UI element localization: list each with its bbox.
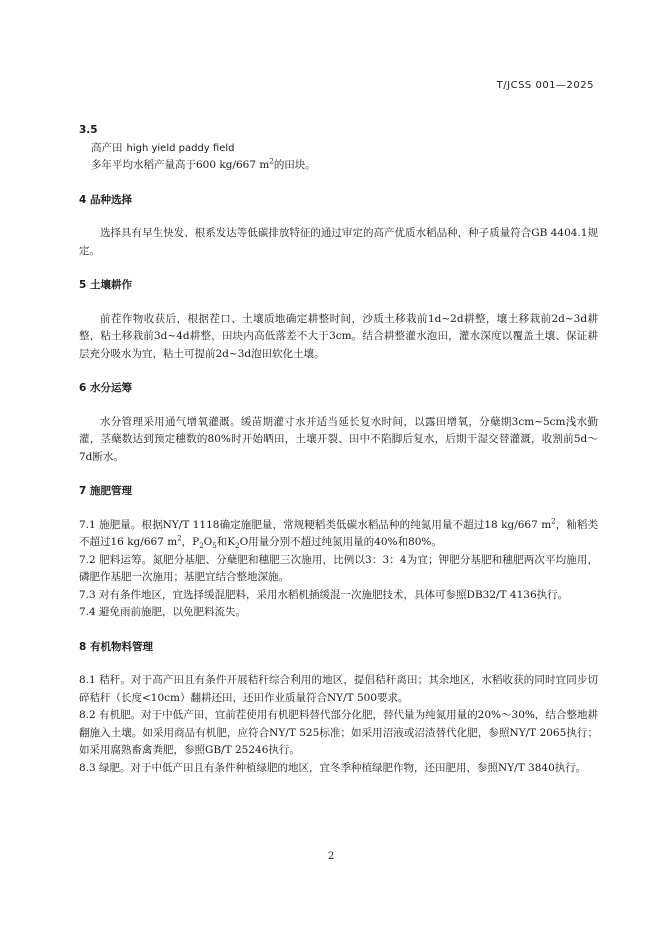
clause-number: 3.5 <box>79 124 98 136</box>
term-chinese: 高产田 <box>91 141 123 154</box>
section-title: 5 土壤耕作 <box>79 279 132 291</box>
page-content <box>79 122 598 777</box>
section-8 <box>79 639 598 778</box>
section-5 <box>79 277 598 363</box>
section-7 <box>79 483 598 622</box>
term-english: high yield paddy field <box>126 142 235 154</box>
clause-3-5 <box>79 122 598 175</box>
paragraph: 选择具有早生快发、根系发达等低碳排放特征的通过审定的高产优质水稻品种，种子质量符合GB 4404.1规定。 <box>79 227 598 257</box>
list-item: 8.1 秸秆。对于高产田且有条件开展秸秆综合利用的地区，提倡秸秆离田；其余地区，水稻收获的同时宜同步切碎秸秆（长度<10cm）翻耕还田，还田作业质量符合NY/T 500要求。 <box>79 674 598 704</box>
term-definition: 多年平均水稻产量高于600 kg/667 $m^2$的田块。 <box>91 157 316 171</box>
document-code: T/JCSS 001—2025 <box>496 80 594 91</box>
section-title: 4 品种选择 <box>79 193 132 206</box>
page-number: 2 <box>327 851 335 862</box>
section-title: 6 水分运筹 <box>79 382 132 394</box>
list-item: 7.2 肥料运筹。氮肥分基肥、分蘖肥和穗肥三次施用，比例以3：3：4为宜；钾肥分基肥和穗肥两次平均施用，磷肥作基肥一次施用；基肥宜结合整地深施。 <box>79 553 598 583</box>
term-line <box>79 140 598 158</box>
section-title: 8 有机物料管理 <box>79 640 153 653</box>
list-item: 7.1 施肥量。根据NY/T 1118确定施肥量，常规粳稻类低碳水稻品种的纯氮用量不超过18 kg/667 $m^2$，籼稻类不超过16 kg/667 $m^2$，$P_2O_5$和$K_2O$用量分别不超过纯氮用量的40%和80%。 <box>79 517 599 551</box>
list-item: 7.3 对有条件地区，宜选择缓混肥料，采用水稻机插缓混一次施肥技术，具体可参照DB32/T 4136执行。 <box>79 588 569 601</box>
section-title: 7 施肥管理 <box>79 485 132 497</box>
paragraph: 前茬作物收获后，根据茬口、土壤质地确定耕整时间，沙质土移栽前1d~2d耕整，壤土移栽前2d~3d耕整，粘土移栽前3d~4d耕整，田块内高低落差不大于3cm。结合耕整灌水泡田，灌水深度以覆盖土壤、保证耕层充分吸水为宜，粘土可提前2d~3d泡田软化土壤。 <box>79 312 598 360</box>
list-item: 8.2 有机肥。对于中低产田，宜前茬使用有机肥料替代部分化肥，替代量为纯氮用量的20%～30%，结合整地耕翻施入土壤。如采用商品有机肥，应符合NY/T 525标准；如采用沼液或沼渣替代化肥，参照NY/T 2065执行；如采用腐熟畜禽粪肥，参照GB/T 25246执行。 <box>79 709 598 756</box>
section-6 <box>79 380 598 466</box>
section-4 <box>79 192 598 261</box>
list-item: 7.4 避免雨前施肥，以免肥料流失。 <box>79 606 247 618</box>
list-item: 8.3 绿肥。对于中低产田且有条件种植绿肥的地区，宜冬季种植绿肥作物，还田肥用，参照NY/T 3840执行。 <box>79 761 587 774</box>
paragraph: 水分管理采用通气增氧灌溉。缓苗期灌寸水并适当延长复水时间，以露田增氧，分蘖期3cm~5cm浅水勤灌，茎蘖数达到预定穗数的80%时开始晒田，土壤开裂、田中不陷脚后复水，后期干湿交替灌溉，收割前5d～7d断水。 <box>79 415 598 463</box>
